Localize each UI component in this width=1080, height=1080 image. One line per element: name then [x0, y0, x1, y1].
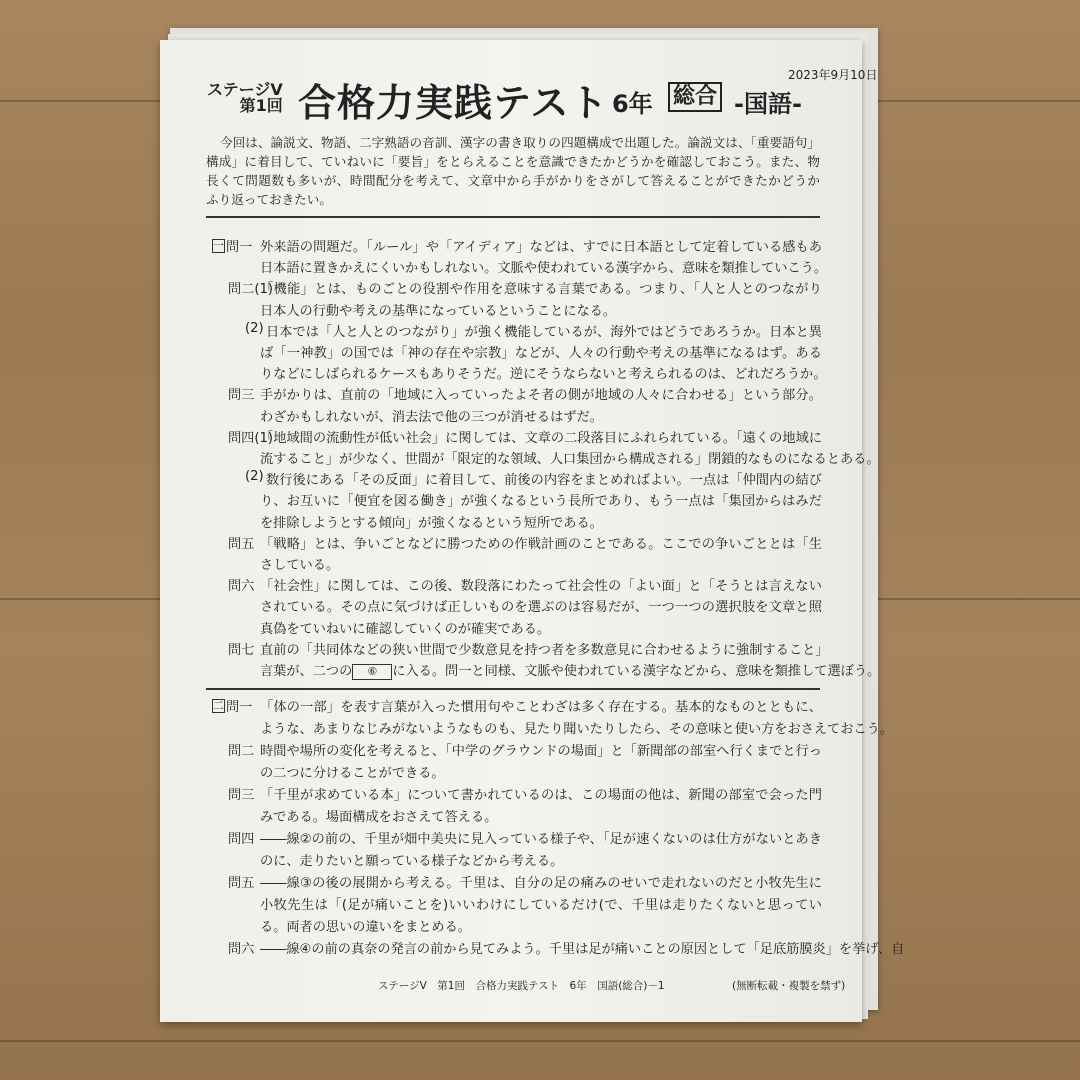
explanation-line: ――線②の前の、千里が畑中美央に見入っている様子や、「足が速くないのは仕方がないとあき — [260, 832, 822, 846]
explanation-line: 「戦略」とは、争いごとなどに勝つための作戦計画のことである。ここでの争いごととは「生 — [260, 536, 822, 551]
explanation-line: 手がかりは、直前の「地域に入っていったよそ者の側が地域の人々に合わせる」という部分。 — [260, 388, 822, 403]
question-label: 問一 — [226, 700, 253, 715]
explanation-line: わざかもしれないが、消去法で他の三つが消せるはずだ。 — [260, 409, 603, 425]
stage-label — [207, 82, 283, 114]
question-label: 問四 — [228, 832, 255, 847]
explanation-line: る。両者の思いの違いをまとめる。 — [260, 920, 471, 935]
explanation-line: みである。場面構成をおさえて答える。 — [260, 810, 498, 825]
section-divider — [206, 216, 820, 218]
table-plank-seam — [0, 1040, 1080, 1042]
question-label: 問六 — [228, 942, 255, 957]
test-date: 2023年9月10日 — [788, 68, 878, 82]
answer-explanation-sheet — [160, 40, 905, 1022]
section-number-box: 一 — [213, 239, 224, 252]
round-name: 第1回 — [239, 96, 283, 115]
explanation-line: 日本人の行動や考えの基準になっているということになる。 — [260, 303, 617, 319]
explanation-line: 言葉が、二つの ⑥ に入る。問一と同様、文脈や使われている漢字などから、意味を類推して選ぼう。 — [260, 664, 881, 679]
intro-line: 長くて問題数も多いが、時間配分を考えて、文章中から手がかりをさがして答えることができたかどうか — [206, 173, 820, 188]
explanation-line: ――線④の前の真奈の発言の前から見てみよう。千里は足が痛いことの原因として「足底筋膜炎」を挙げ、自 — [260, 942, 905, 957]
question-label: 問四(1) — [228, 430, 274, 446]
question-label: (2) — [245, 320, 264, 336]
answer-blank: ⑥ — [352, 664, 392, 680]
explanation-line: り、お互いに「便宜を図る働き」が強くなるという長所であり、もう一点は「集団からはみだ — [260, 494, 822, 509]
explanation-line: さしている。 — [260, 558, 340, 573]
explanation-line: 時間や場所の変化を考えると、「中学のグラウンドの場面」と「新聞部の部室へ行くまでと行っ — [260, 744, 822, 758]
explanation-line: されている。その点に気づけば正しいものを選ぶのは容易だが、一つ一つの選択肢を文章と照 — [260, 600, 822, 615]
explanation-line: 真偽をていねいに確認していくのが確実である。 — [260, 621, 551, 637]
question-label: 問一 — [226, 240, 253, 255]
explanation-line: 「体の一部」を表す言葉が入った慣用句やことわざは多く存在する。基本的なものとともに、 — [260, 700, 822, 714]
question-label: 問二(1) — [228, 282, 274, 298]
explanation-line: ば「一神教」の国では「神の存在や宗教」などが、人々の行動や考えの基準になるはず。ある — [260, 346, 822, 360]
intro-line: ふり返っておきたい。 — [206, 192, 332, 207]
stage-name: ステージV — [207, 80, 283, 99]
explanation-line: 外来語の問題だ。「ルール」や「アイディア」などは、すでに日本語として定着している感もあ — [260, 240, 822, 254]
explanation-line: ――線③の後の展開から考える。千里は、自分の足の痛みのせいで走れないのだと小牧先生に — [260, 876, 822, 890]
subject-label: -国語- — [734, 90, 802, 118]
grade-label: 6年 — [612, 90, 653, 118]
explanation-line: 小牧先生は「(足が痛いことを)いいわけにしているだけ(で、千里は走りたくないと思ってい — [260, 898, 822, 912]
section-number-box: 二 — [213, 699, 224, 712]
intro-line: 今回は、論説文、物語、二字熟語の音訓、漢字の書き取りの四題構成で出題した。論説文は、「重要語句」 — [220, 135, 820, 150]
explanation-line: のに、走りたいと願っている様子などから考える。 — [260, 854, 564, 869]
explanation-line: 「千里が求めている本」について書かれているのは、この場面の他は、新聞の部室で会った門 — [260, 788, 822, 802]
question-label: 問六 — [228, 579, 255, 595]
explanation-line: 流すること」が少なく、世間が「限定的な領域、人口集団から構成される」閉鎖的なものになるとある。 — [260, 452, 880, 467]
question-label: (2) — [245, 469, 264, 485]
page-title: 合格力実践テスト — [298, 81, 609, 125]
explanation-line: 日本では「人と人とのつながり」が強く機能しているが、海外ではどうであろうか。日本と異 — [266, 324, 822, 339]
question-label: 問五 — [228, 876, 255, 891]
question-label: 問七 — [228, 642, 255, 658]
explanation-line: りなどにしばられるケースもありそうだ。逆にそうならないと考えられるのは、どれだろうか。 — [260, 367, 827, 383]
explanation-line: を排除しようとする傾向」が強くなるという短所である。 — [260, 515, 603, 531]
question-label: 問三 — [228, 788, 255, 803]
explanation-line: の二つに分けることができる。 — [260, 766, 445, 781]
explanation-line: 日本語に置きかえにくいかもしれない。文脈や使われている漢字から、意味を類推していこう。 — [260, 261, 828, 277]
explanation-line: 「地域間の流動性が低い社会」に関しては、文章の二段落目にふれられている。「遠くの地域に — [260, 430, 822, 445]
question-label: 問三 — [228, 388, 255, 404]
explanation-line: ような、あまりなじみがないようなものも、見たり聞いたりしたら、その意味と使い方をおさえておこう。 — [260, 722, 893, 737]
explanation-line: 数行後にある「その反面」に着目して、前後の内容をまとめればよい。一点は「仲間内の結び — [266, 473, 822, 488]
intro-line: 構成」に着目して、ていねいに「要旨」をとらえることを意識できたかどうかを確認しておこう。また、物 — [206, 154, 820, 169]
section-divider — [206, 688, 820, 690]
category-badge: 総合 — [668, 82, 722, 112]
footer-copyright: (無断転載・複製を禁ず) — [732, 980, 846, 992]
explanation-line: 「機能」とは、ものごとの役割や作用を意味する言葉である。つまり、「人と人とのつながり — [260, 282, 822, 297]
footer-title: ステージV 第1回 合格力実践テスト 6年 国語(総合)－1 — [378, 980, 665, 992]
explanation-line: 「社会性」に関しては、この後、数段落にわたって社会性の「よい面」と「そうとは言えない — [260, 579, 822, 594]
question-label: 問五 — [228, 536, 255, 552]
question-label: 問二 — [228, 744, 255, 759]
explanation-line: 直前の「共同体などの狭い世間で少数意見を持つ者を多数意見に合わせるように強制すること」 — [260, 642, 822, 657]
